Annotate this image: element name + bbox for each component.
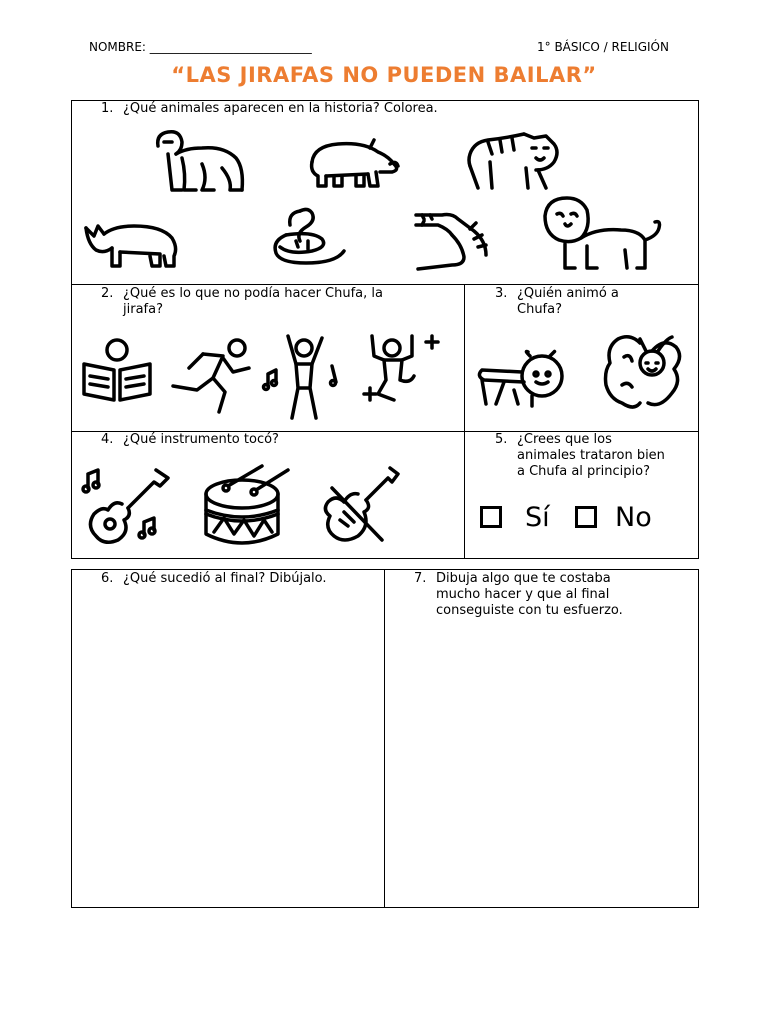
boar-icon[interactable] <box>308 138 402 190</box>
page-title: “LAS JIRAFAS NO PUEDEN BAILAR” <box>171 63 597 87</box>
rhino-icon[interactable] <box>84 222 178 268</box>
lion-icon[interactable] <box>541 194 665 272</box>
violin-icon[interactable] <box>318 464 404 546</box>
column-divider <box>464 284 465 559</box>
drawing-area-q6[interactable] <box>78 594 378 902</box>
column-divider <box>384 569 385 908</box>
yes-option-label: Sí <box>525 502 550 533</box>
snake-icon[interactable] <box>266 205 348 271</box>
drum-icon[interactable] <box>200 462 294 548</box>
row-divider <box>71 284 699 285</box>
reading-icon[interactable] <box>80 338 154 404</box>
course-label: 1° BÁSICO / RELIGIÓN <box>537 40 669 54</box>
butterfly-icon[interactable] <box>600 333 686 419</box>
no-checkbox[interactable] <box>575 506 597 528</box>
running-icon[interactable] <box>167 338 255 414</box>
name-field-label: NOMBRE: ___________________________ <box>89 40 312 54</box>
yes-checkbox[interactable] <box>480 506 502 528</box>
grasshopper-icon[interactable] <box>474 350 566 408</box>
tiger-icon[interactable] <box>466 130 562 192</box>
guitar-icon[interactable] <box>84 466 172 546</box>
jumping-icon[interactable] <box>362 330 446 406</box>
drawing-area-q7[interactable] <box>392 626 692 902</box>
crocodile-icon[interactable] <box>412 205 494 271</box>
no-option-label: No <box>615 502 652 533</box>
dancing-icon[interactable] <box>262 334 342 420</box>
gorilla-icon[interactable] <box>152 128 248 194</box>
